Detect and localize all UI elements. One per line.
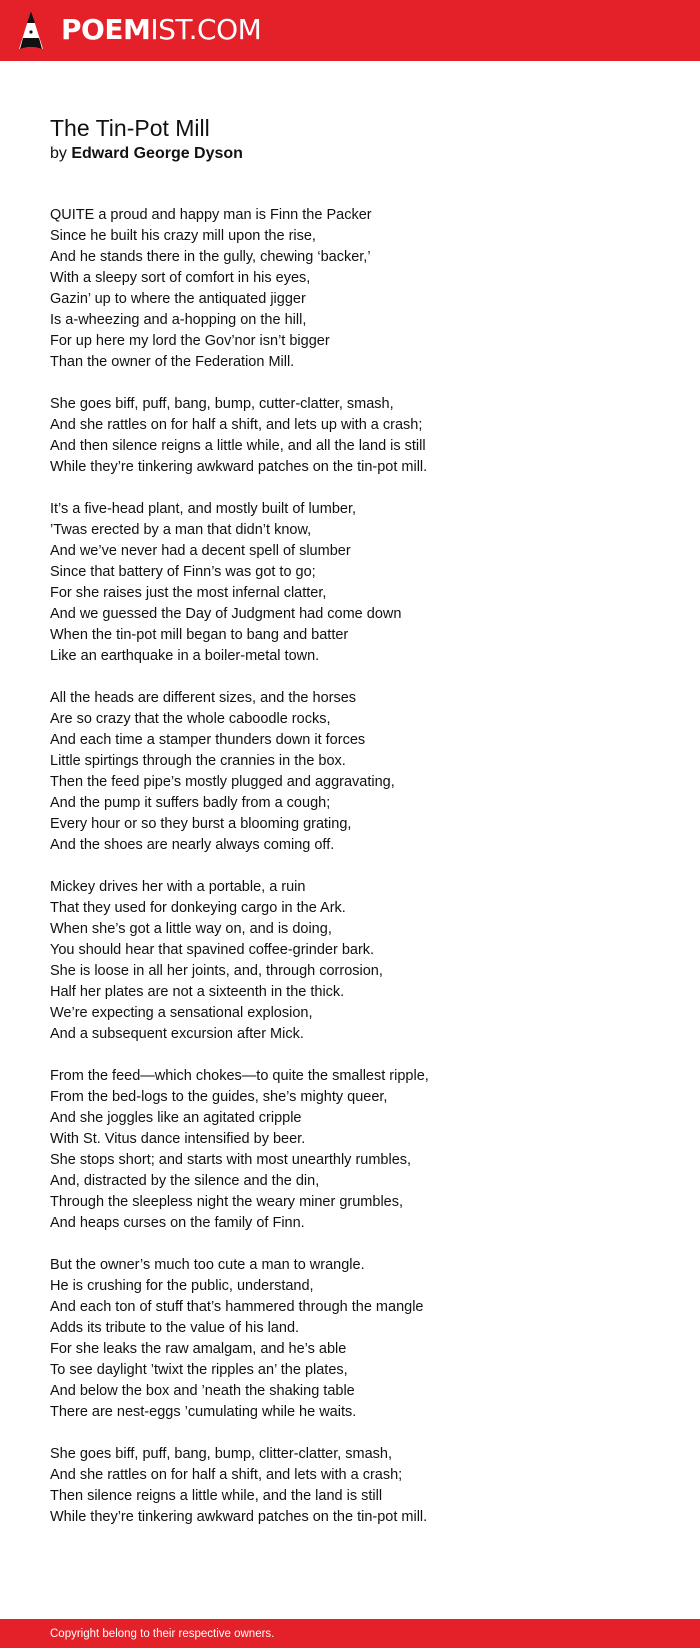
poem-line: When she’s got a little way on, and is doing,: [50, 921, 332, 937]
poem-line: And she joggles like an agitated cripple: [50, 1110, 302, 1126]
byline: [50, 144, 660, 164]
poem-line: From the bed-logs to the guides, she’s mighty queer,: [50, 1089, 388, 1105]
poem-line: And, distracted by the silence and the din,: [50, 1173, 320, 1189]
poem-line: Is a-wheezing and a-hopping on the hill,: [50, 312, 307, 328]
poem-line: Little spirtings through the crannies in the box.: [50, 753, 346, 769]
poem-title: The Tin-Pot Mill: [50, 115, 210, 141]
poem-line: And we’ve never had a decent spell of slumber: [50, 543, 351, 559]
poem-line: And below the box and ’neath the shaking table: [50, 1383, 355, 1399]
author-name: Edward George Dyson: [71, 145, 243, 162]
poem-line: Mickey drives her with a portable, a ruin: [50, 879, 306, 895]
poem-line: And each time a stamper thunders down it forces: [50, 732, 366, 748]
poem-stanza: [50, 688, 660, 856]
poem-line: Gazin’ up to where the antiquated jigger: [50, 291, 306, 307]
poem-line: While they’re tinkering awkward patches on the tin-pot mill.: [50, 1509, 428, 1525]
poem-line: With a sleepy sort of comfort in his eyes,: [50, 270, 311, 286]
poem-line: But the owner’s much too cute a man to wrangle.: [50, 1257, 365, 1273]
poem-line: For up here my lord the Gov’nor isn’t bigger: [50, 333, 330, 349]
poem-line: It’s a five-head plant, and mostly built of lumber,: [50, 501, 357, 517]
poem-line: For she raises just the most infernal clatter,: [50, 585, 327, 601]
poem-line: With St. Vitus dance intensified by beer.: [50, 1131, 306, 1147]
poem-line: She goes biff, puff, bang, bump, clitter-clatter, smash,: [50, 1446, 393, 1462]
poem-line: He is crushing for the public, understand,: [50, 1278, 314, 1294]
poem-line: For she leaks the raw amalgam, and he’s able: [50, 1341, 347, 1357]
poem-stanza: [50, 205, 660, 373]
poem-line: Like an earthquake in a boiler-metal town.: [50, 648, 320, 664]
poem-line: Since that battery of Finn’s was got to go;: [50, 564, 316, 580]
poem-line: And heaps curses on the family of Finn.: [50, 1215, 305, 1231]
poem-line: You should hear that spavined coffee-grinder bark.: [50, 942, 375, 958]
poem-stanza: [50, 394, 660, 478]
poem-line: She is loose in all her joints, and, through corrosion,: [50, 963, 383, 979]
copyright-text: Copyright belong to their respective owners.: [50, 1628, 275, 1640]
poem-line: That they used for donkeying cargo in the Ark.: [50, 900, 346, 916]
brand-light: IST.COM: [150, 13, 262, 46]
poem-line: While they’re tinkering awkward patches on the tin-pot mill.: [50, 459, 428, 475]
pen-nib-icon[interactable]: [18, 10, 44, 52]
poem-line: And then silence reigns a little while, and all the land is still: [50, 438, 426, 454]
poem-line: And the shoes are nearly always coming off.: [50, 837, 335, 853]
poem-line: ’Twas erected by a man that didn’t know,: [50, 522, 312, 538]
poem-line: There are nest-eggs ’cumulating while he waits.: [50, 1404, 357, 1420]
poem-line: Through the sleepless night the weary miner grumbles,: [50, 1194, 404, 1210]
poem-line: Every hour or so they burst a blooming grating,: [50, 816, 352, 832]
brand-bold: POEM: [61, 13, 151, 46]
poem-line: Adds its tribute to the value of his land.: [50, 1320, 300, 1336]
poem-line: Since he built his crazy mill upon the rise,: [50, 228, 316, 244]
poem-line: And he stands there in the gully, chewing ‘backer,’: [50, 249, 371, 265]
poem-body: [50, 205, 660, 1528]
poem-line: To see daylight ’twixt the ripples an’ the plates,: [50, 1362, 348, 1378]
poem-line: Then the feed pipe’s mostly plugged and aggravating,: [50, 774, 395, 790]
poem-line: All the heads are different sizes, and the horses: [50, 690, 357, 706]
poem-line: And the pump it suffers badly from a cough;: [50, 795, 331, 811]
poem-stanza: [50, 499, 660, 667]
poem-line: And she rattles on for half a shift, and lets up with a crash;: [50, 417, 423, 433]
poem-line: Are so crazy that the whole caboodle rocks,: [50, 711, 331, 727]
poem-line: QUITE a proud and happy man is Finn the Packer: [50, 207, 372, 223]
poem-line: And a subsequent excursion after Mick.: [50, 1026, 304, 1042]
poem-line: She goes biff, puff, bang, bump, cutter-clatter, smash,: [50, 396, 394, 412]
poem-line: And each ton of stuff that’s hammered through the mangle: [50, 1299, 424, 1315]
site-footer: [0, 1619, 700, 1648]
poem-line: Half her plates are not a sixteenth in the thick.: [50, 984, 345, 1000]
site-header: [0, 0, 700, 61]
poem-stanza: [50, 1255, 660, 1423]
poem-stanza: [50, 1444, 660, 1528]
site-logo[interactable]: [61, 12, 261, 48]
by-label: by: [50, 145, 67, 162]
poem-line: From the feed—which chokes—to quite the smallest ripple,: [50, 1068, 429, 1084]
poem-line: And we guessed the Day of Judgment had come down: [50, 606, 402, 622]
poem-line: And she rattles on for half a shift, and lets with a crash;: [50, 1467, 403, 1483]
poem-line: Then silence reigns a little while, and the land is still: [50, 1488, 383, 1504]
poem-line: She stops short; and starts with most unearthly rumbles,: [50, 1152, 412, 1168]
poem-line: When the tin-pot mill began to bang and batter: [50, 627, 349, 643]
poem-stanza: [50, 877, 660, 1045]
poem-line: We’re expecting a sensational explosion,: [50, 1005, 313, 1021]
poem-content: [50, 114, 660, 1549]
poem-stanza: [50, 1066, 660, 1234]
poem-line: Than the owner of the Federation Mill.: [50, 354, 295, 370]
